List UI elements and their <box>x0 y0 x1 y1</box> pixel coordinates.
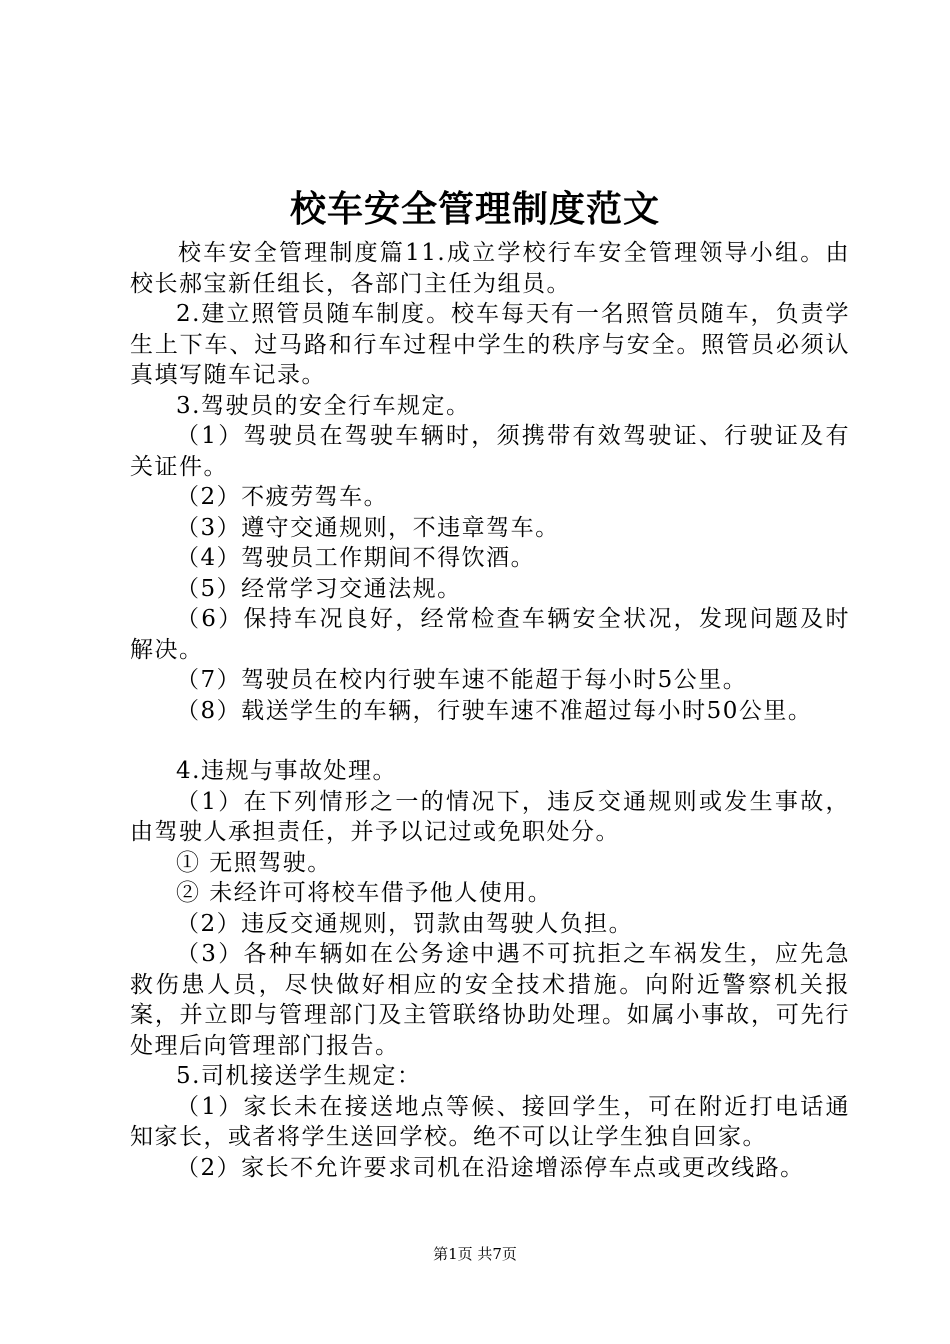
document-body <box>130 238 850 1183</box>
paragraph-1: 校车安全管理制度篇11.成立学校行车安全管理领导小组。由校长郝宝新任组长，各部门主任为组员。 <box>130 240 850 297</box>
paragraph-17: （3）各种车辆如在公务途中遇不可抗拒之车祸发生，应先急救伤患人员，尽快做好相应的安全技术措施。向附近警察机关报案，并立即与管理部门及主管联络协助处理。如属小事故，可先行处理后向管理部门报告。 <box>130 941 850 1059</box>
paragraph-18: 5.司机接送学生规定： <box>176 1063 422 1089</box>
paragraph-16: （2）违反交通规则，罚款由驾驶人负担。 <box>176 910 634 937</box>
paragraph-9: （6）保持车况良好，经常检查车辆安全状况，发现问题及时解决。 <box>130 606 850 663</box>
paragraph-2: 2.建立照管员随车制度。校车每天有一名照管员随车，负责学生上下车、过马路和行车过程中学生的秩序与安全。照管员必须认真填写随车记录。 <box>130 301 850 388</box>
paragraph-6: （3）遵守交通规则，不违章驾车。 <box>176 514 560 541</box>
paragraph-3: 3.驾驶员的安全行车规定。 <box>176 392 471 419</box>
paragraph-11: （8）载送学生的车辆，行驶车速不准超过每小时50公里。 <box>176 697 813 724</box>
paragraph-15: ② 未经许可将校车借予他人使用。 <box>176 880 553 906</box>
paragraph-gap <box>130 726 850 756</box>
paragraph-20: （2）家长不允许要求司机在沿途增添停车点或更改线路。 <box>176 1154 805 1181</box>
paragraph-12: 4.违规与事故处理。 <box>176 758 397 784</box>
paragraph-8: （5）经常学习交通法规。 <box>176 575 462 602</box>
paragraph-4: （1）驾驶员在驾驶车辆时，须携带有效驾驶证、行驶证及有关证件。 <box>130 423 850 480</box>
paragraph-19: （1）家长未在接送地点等候、接回学生，可在附近打电话通知家长，或者将学生送回学校。绝不可以让学生独自回家。 <box>130 1093 850 1150</box>
paragraph-5: （2）不疲劳驾车。 <box>176 484 389 510</box>
paragraph-7: （4）驾驶员工作期间不得饮酒。 <box>176 545 536 571</box>
document-title: 校车安全管理制度范文 <box>289 188 660 230</box>
paragraph-10: （7）驾驶员在校内行驶车速不能超于每小时5公里。 <box>176 667 748 693</box>
page-footer: 第1页 共7页 <box>433 1245 517 1263</box>
paragraph-13: （1）在下列情形之一的情况下，违反交通规则或发生事故，由驾驶人承担责任，并予以记过或免职处分。 <box>130 788 850 845</box>
paragraph-14: ① 无照驾驶。 <box>176 849 332 876</box>
